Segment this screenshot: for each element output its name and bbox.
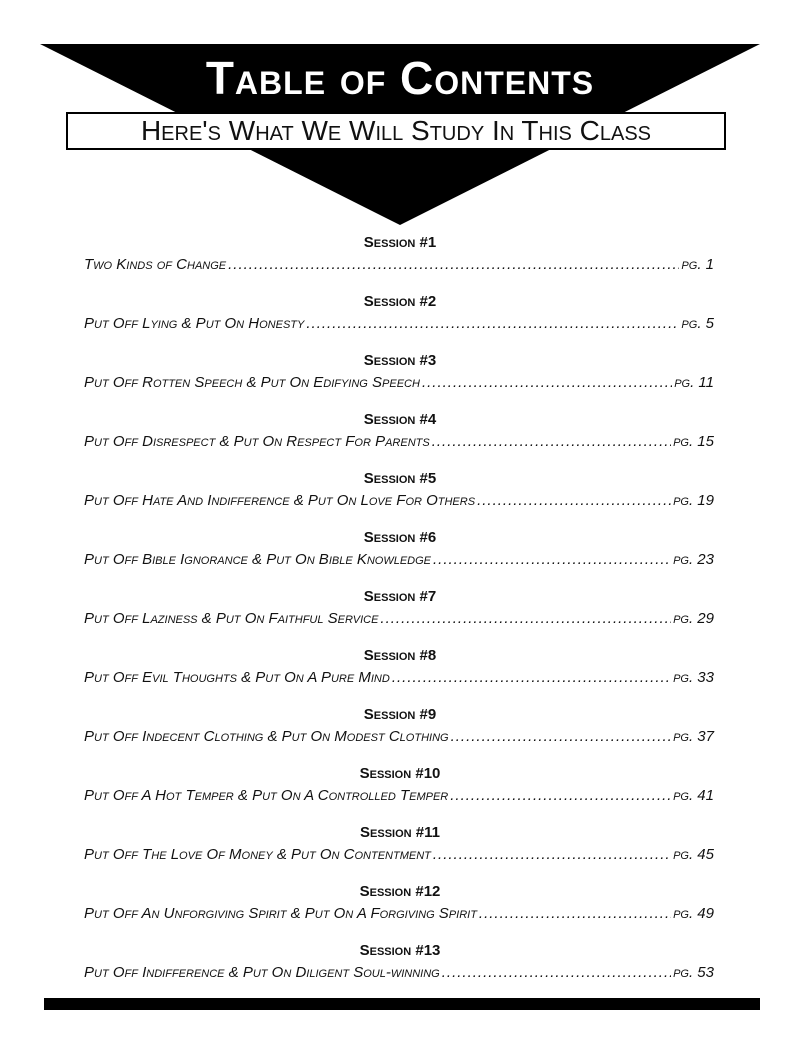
- session-line: [80, 491, 720, 511]
- table-of-contents: [80, 233, 720, 1000]
- page-number: pg. 53: [673, 964, 714, 981]
- session-heading: Session #1: [363, 234, 437, 251]
- dot-leader: [380, 609, 671, 629]
- session-heading: Session #13: [359, 942, 441, 959]
- page-number: pg. 23: [673, 551, 714, 568]
- page-number: pg. 41: [673, 787, 714, 804]
- session-heading: Session #5: [363, 470, 437, 487]
- page-number: pg. 33: [673, 669, 714, 686]
- page-number: pg. 19: [673, 492, 714, 509]
- page-number: pg. 1: [681, 256, 714, 273]
- page-subtitle: Here's What We Will Study In This Class: [66, 112, 726, 150]
- toc-entry: [80, 351, 720, 410]
- dot-leader: [306, 314, 679, 334]
- session-title: Two Kinds of Change: [84, 256, 227, 273]
- session-title: Put Off Indifference & Put On Diligent Soul-winning: [84, 964, 440, 981]
- page-number: pg. 45: [673, 846, 714, 863]
- session-line: [80, 609, 720, 629]
- session-line: [80, 255, 720, 275]
- toc-entry: [80, 882, 720, 941]
- page-number: pg. 37: [673, 728, 714, 745]
- toc-entry: [80, 233, 720, 292]
- session-title: Put Off Disrespect & Put On Respect For Parents: [84, 433, 430, 450]
- session-line: [80, 432, 720, 452]
- session-line: [80, 963, 720, 983]
- page-number: pg. 29: [673, 610, 714, 627]
- session-title: Put Off Laziness & Put On Faithful Service: [84, 610, 379, 627]
- session-heading: Session #4: [363, 411, 437, 428]
- dot-leader: [433, 550, 671, 570]
- session-line: [80, 550, 720, 570]
- session-title: Put Off An Unforgiving Spirit & Put On A Forgiving Spirit: [84, 905, 477, 922]
- toc-entry: [80, 941, 720, 1000]
- session-heading: Session #10: [359, 765, 441, 782]
- dot-leader: [442, 963, 671, 983]
- session-heading: Session #7: [363, 588, 437, 605]
- toc-entry: [80, 292, 720, 351]
- dot-leader: [477, 491, 671, 511]
- session-title: Put Off Indecent Clothing & Put On Modest Clothing: [84, 728, 449, 745]
- session-line: [80, 786, 720, 806]
- session-title: Put Off Rotten Speech & Put On Edifying Speech: [84, 374, 420, 391]
- page-number: pg. 49: [673, 905, 714, 922]
- dot-leader: [450, 786, 671, 806]
- session-line: [80, 314, 720, 334]
- session-line: [80, 845, 720, 865]
- session-title: Put Off Evil Thoughts & Put On A Pure Mind: [84, 669, 390, 686]
- dot-leader: [422, 373, 672, 393]
- session-heading: Session #3: [363, 352, 437, 369]
- toc-entry: [80, 646, 720, 705]
- session-title: Put Off Bible Ignorance & Put On Bible Knowledge: [84, 551, 432, 568]
- dot-leader: [392, 668, 671, 688]
- session-title: Put Off A Hot Temper & Put On A Controlled Temper: [84, 787, 449, 804]
- page-number: pg. 15: [673, 433, 714, 450]
- dot-leader: [479, 904, 671, 924]
- session-heading: Session #6: [363, 529, 437, 546]
- session-line: [80, 373, 720, 393]
- session-line: [80, 727, 720, 747]
- toc-entry: [80, 764, 720, 823]
- toc-entry: [80, 587, 720, 646]
- dot-leader: [433, 845, 671, 865]
- toc-entry: [80, 823, 720, 882]
- session-line: [80, 668, 720, 688]
- session-heading: Session #8: [363, 647, 437, 664]
- toc-entry: [80, 410, 720, 469]
- session-title: Put Off The Love Of Money & Put On Contentment: [84, 846, 431, 863]
- dot-leader: [432, 432, 671, 452]
- toc-entry: [80, 469, 720, 528]
- session-title: Put Off Lying & Put On Honesty: [84, 315, 305, 332]
- session-line: [80, 904, 720, 924]
- session-heading: Session #9: [363, 706, 437, 723]
- toc-entry: [80, 705, 720, 764]
- session-title: Put Off Hate And Indifference & Put On Love For Others: [84, 492, 476, 509]
- session-heading: Session #2: [363, 293, 437, 310]
- page-number: pg. 5: [681, 315, 714, 332]
- dot-leader: [451, 727, 672, 747]
- toc-entry: [80, 528, 720, 587]
- session-heading: Session #11: [360, 824, 440, 841]
- page-title: Table of Contents: [205, 52, 595, 104]
- bottom-rule: [44, 998, 760, 1010]
- page-number: pg. 11: [674, 374, 714, 391]
- dot-leader: [228, 255, 679, 275]
- session-heading: Session #12: [359, 883, 441, 900]
